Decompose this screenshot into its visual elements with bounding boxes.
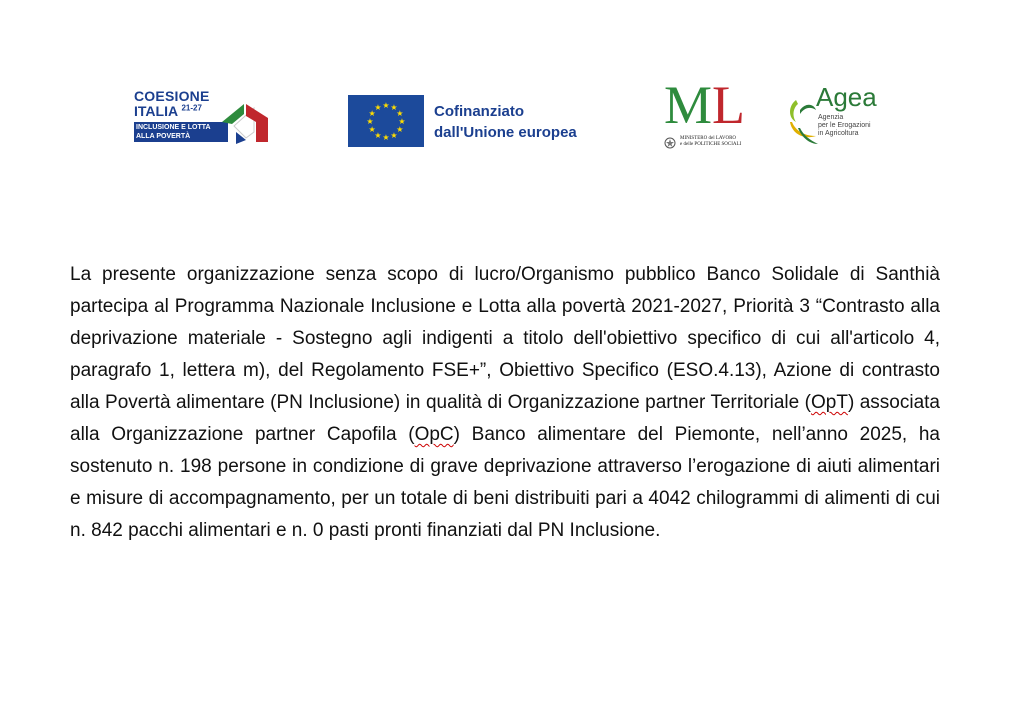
ministero-lavoro-logo [660, 75, 756, 152]
ministero-caption: MINISTERO del LAVORO e delle POLITICHE SOCIALI [680, 136, 742, 147]
eu-cofinanced-text: Cofinanziato dall'Unione europea [434, 103, 577, 141]
eu-flag-icon [348, 95, 424, 147]
eu-star-icon: ★ [382, 101, 390, 110]
coesione-arrows-icon [222, 92, 272, 144]
eu-star-icon: ★ [368, 109, 376, 118]
coesione-line1: COESIONE [134, 88, 210, 104]
coesione-italia-logo [134, 88, 274, 148]
opt-abbreviation: OpT [810, 392, 848, 413]
eu-star-icon: ★ [390, 130, 398, 140]
coesione-inclusione-bar: INCLUSIONE E LOTTA ALLA POVERTÀ [134, 122, 228, 142]
eu-star-icon: ★ [396, 125, 404, 134]
eu-star-icon: ★ [396, 109, 404, 118]
italian-emblem-icon [664, 136, 676, 150]
eu-cofinanced-logo [348, 95, 604, 147]
eu-star-icon: ★ [374, 103, 382, 113]
funding-statement-paragraph: La presente organizzazione senza scopo di lucro/Organismo pubblico Banco Solidale di Santhià partecipa al Programma Nazionale Inclusione e Lotta alla povertà 2021-2027, Priorità 3 “Contrasto alla deprivazione materiale - Sostegno agli indigenti a titolo dell'obiettivo specifico di cui all'articolo 4, paragrafo 1, lettera m), del Regolamento FSE+”, Obiettivo Specifico (ESO.4.13), Azione di contrasto alla Povertà alimentare (PN Inclusione) in qualità di Organizzazione partner Territoriale (OpT) associata alla Organizzazione partner Capofila (OpC) Banco alimentare del Piemonte, nell’anno 2025, ha sostenuto n. 198 persone in condizione di grave deprivazione attraverso l’erogazione di aiuti alimentari e misure di accompagnamento, per un totale di beni distribuiti pari a 4042 chilogrammi di alimenti di cui n. 842 pacchi alimentari e n. 0 pasti pronti finanziati dal PN Inclusione. [70, 264, 940, 541]
agea-swirl-icon [786, 92, 820, 146]
eu-star-icon: ★ [398, 117, 406, 126]
opc-abbreviation: OpC [414, 424, 454, 445]
agea-name: Agea [816, 82, 877, 112]
eu-star-icon: ★ [374, 130, 382, 140]
eu-star-icon: ★ [390, 103, 398, 113]
logo-banner [0, 0, 1024, 170]
eu-star-icon: ★ [382, 133, 390, 142]
coesione-line2: ITALIA $^{21-27}$ [134, 103, 202, 119]
eu-star-icon: ★ [366, 117, 374, 126]
eu-star-icon: ★ [368, 125, 376, 134]
agea-subtitle: Agenzia per le Erogazioni in Agricoltura [818, 114, 871, 137]
agea-logo [786, 82, 896, 152]
ministero-ml-monogram: ML [664, 75, 746, 135]
